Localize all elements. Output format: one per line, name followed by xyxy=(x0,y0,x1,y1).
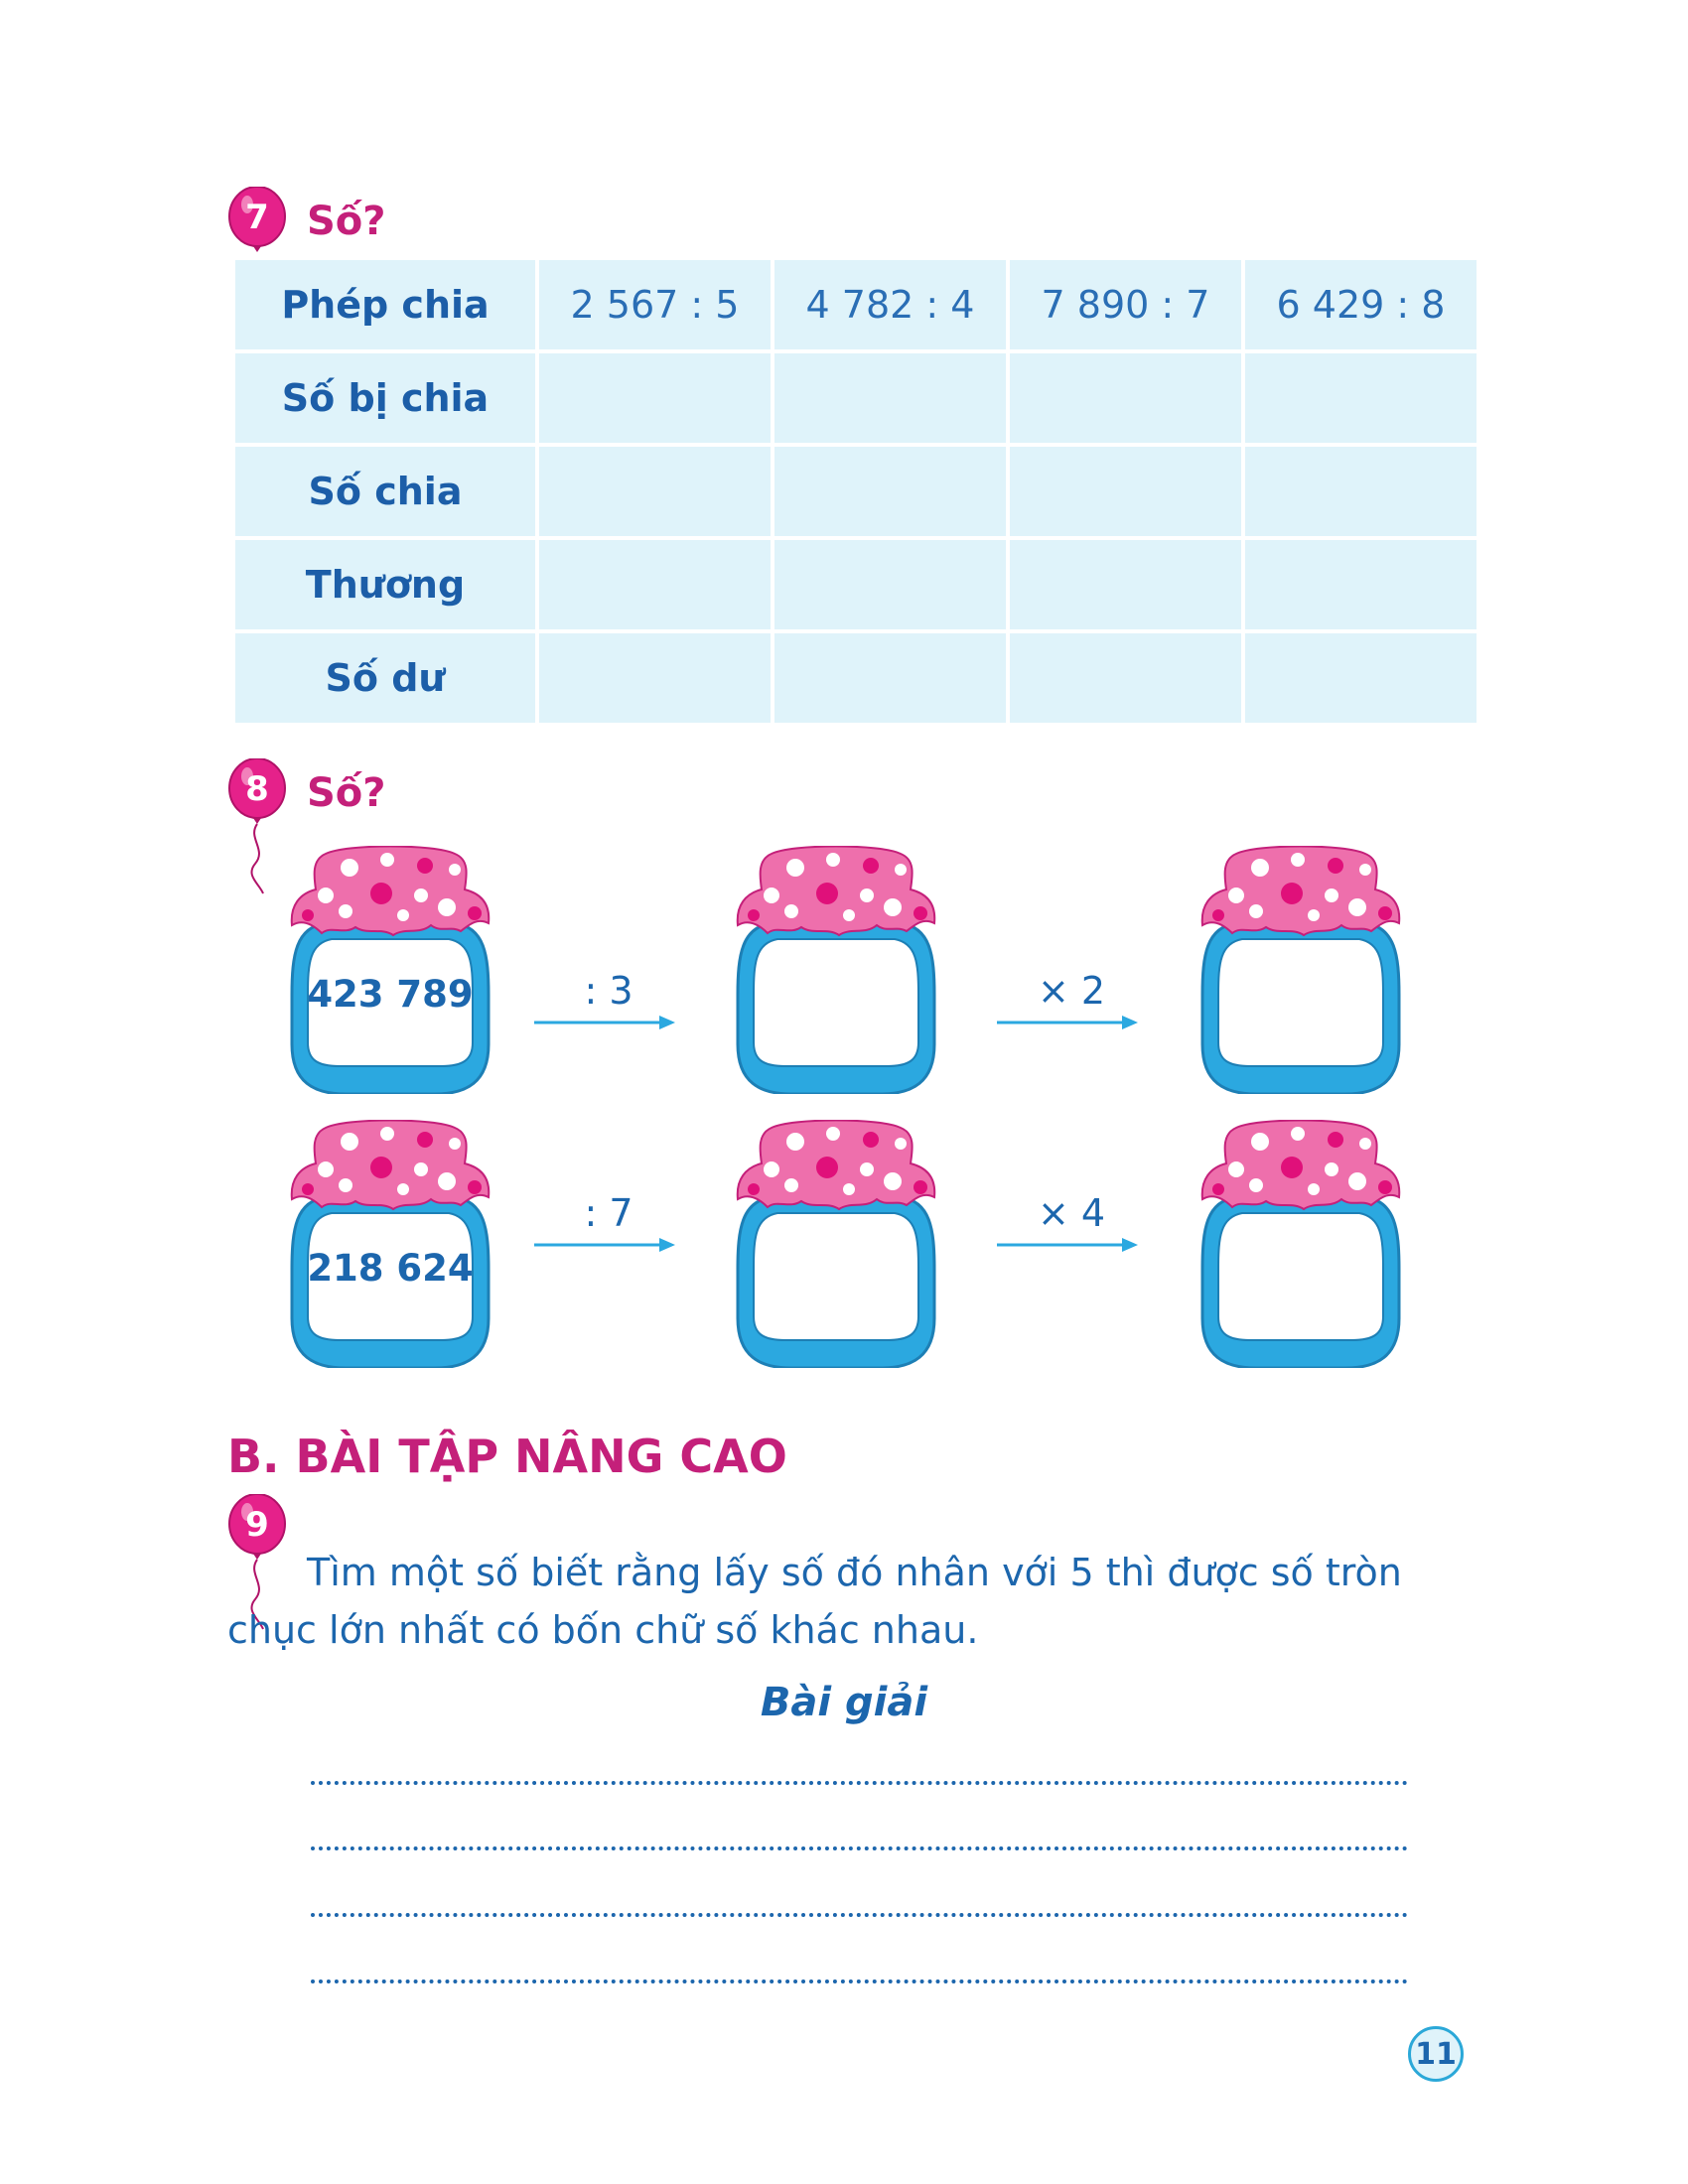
row-header-so-chia: Số chia xyxy=(235,447,535,536)
page-number: 11 xyxy=(1408,2026,1464,2082)
jar-icon xyxy=(1196,846,1405,1094)
jar-start-value: 423 789 xyxy=(307,973,474,1016)
jar-icon xyxy=(732,846,940,1094)
operation-label: × 4 xyxy=(1037,1191,1106,1235)
jar-icon xyxy=(1196,1120,1405,1368)
jar-start-value: 218 624 xyxy=(307,1247,474,1290)
division-cell: 4 782 : 4 xyxy=(774,260,1006,349)
answer-cell[interactable] xyxy=(774,447,1006,536)
answer-cell[interactable] xyxy=(774,633,1006,723)
arrow-icon xyxy=(997,1235,1140,1255)
jar-start xyxy=(286,846,494,1094)
division-table xyxy=(235,260,1461,723)
answer-cell[interactable] xyxy=(774,540,1006,629)
answer-cell[interactable] xyxy=(539,353,771,443)
answer-line[interactable] xyxy=(311,1913,1408,1917)
row-header-so-du: Số dư xyxy=(235,633,535,723)
answer-cell[interactable] xyxy=(1010,540,1241,629)
jar-icon xyxy=(286,846,494,1094)
answer-cell[interactable] xyxy=(774,353,1006,443)
solution-title: Bài giải xyxy=(760,1680,928,1725)
answer-line[interactable] xyxy=(311,1979,1408,1983)
jar-answer[interactable] xyxy=(1196,1120,1405,1368)
jar-answer[interactable] xyxy=(1196,846,1405,1094)
exercise-7-header xyxy=(227,187,724,266)
exercise-7-number: 7 xyxy=(245,198,269,237)
jar-start xyxy=(286,1120,494,1368)
row-header-so-bi-chia: Số bị chia xyxy=(235,353,535,443)
section-b-title: B. BÀI TẬP NÂNG CAO xyxy=(227,1430,787,1483)
row-header-thuong: Thương xyxy=(235,540,535,629)
jar-icon xyxy=(286,1120,494,1368)
answer-cell[interactable] xyxy=(1245,540,1477,629)
jar-answer[interactable] xyxy=(732,1120,940,1368)
answer-cell[interactable] xyxy=(1245,353,1477,443)
row-header-phep-chia: Phép chia xyxy=(235,260,535,349)
exercise-8-number: 8 xyxy=(245,769,269,809)
answer-cell[interactable] xyxy=(539,540,771,629)
exercise-9-number: 9 xyxy=(245,1505,269,1545)
answer-cell[interactable] xyxy=(1010,447,1241,536)
answer-cell[interactable] xyxy=(539,447,771,536)
exercise-8-header xyxy=(227,758,724,838)
arrow-icon xyxy=(534,1235,677,1255)
arrow-icon xyxy=(997,1013,1140,1032)
arrow-icon xyxy=(534,1013,677,1032)
division-cell: 6 429 : 8 xyxy=(1245,260,1477,349)
answer-cell[interactable] xyxy=(1245,447,1477,536)
answer-line[interactable] xyxy=(311,1781,1408,1785)
jar-icon xyxy=(732,1120,940,1368)
division-cell: 2 567 : 5 xyxy=(539,260,771,349)
exercise-9-text: Tìm một số biết rằng lấy số đó nhân với 5 thì được số tròn chục lớn nhất có bốn chữ số khác nhau. xyxy=(227,1551,1402,1652)
answer-cell[interactable] xyxy=(539,633,771,723)
exercise-7-title: Số? xyxy=(307,199,386,244)
answer-line[interactable] xyxy=(311,1846,1408,1850)
answer-cell[interactable] xyxy=(1245,633,1477,723)
exercise-8-title: Số? xyxy=(307,770,386,816)
operation-label: × 2 xyxy=(1037,969,1106,1013)
answer-cell[interactable] xyxy=(1010,633,1241,723)
operation-label: : 3 xyxy=(584,969,633,1013)
jar-answer[interactable] xyxy=(732,846,940,1094)
operation-label: : 7 xyxy=(584,1191,633,1235)
balloon-icon xyxy=(227,187,293,266)
answer-cell[interactable] xyxy=(1010,353,1241,443)
balloon-icon xyxy=(227,758,293,897)
division-cell: 7 890 : 7 xyxy=(1010,260,1241,349)
